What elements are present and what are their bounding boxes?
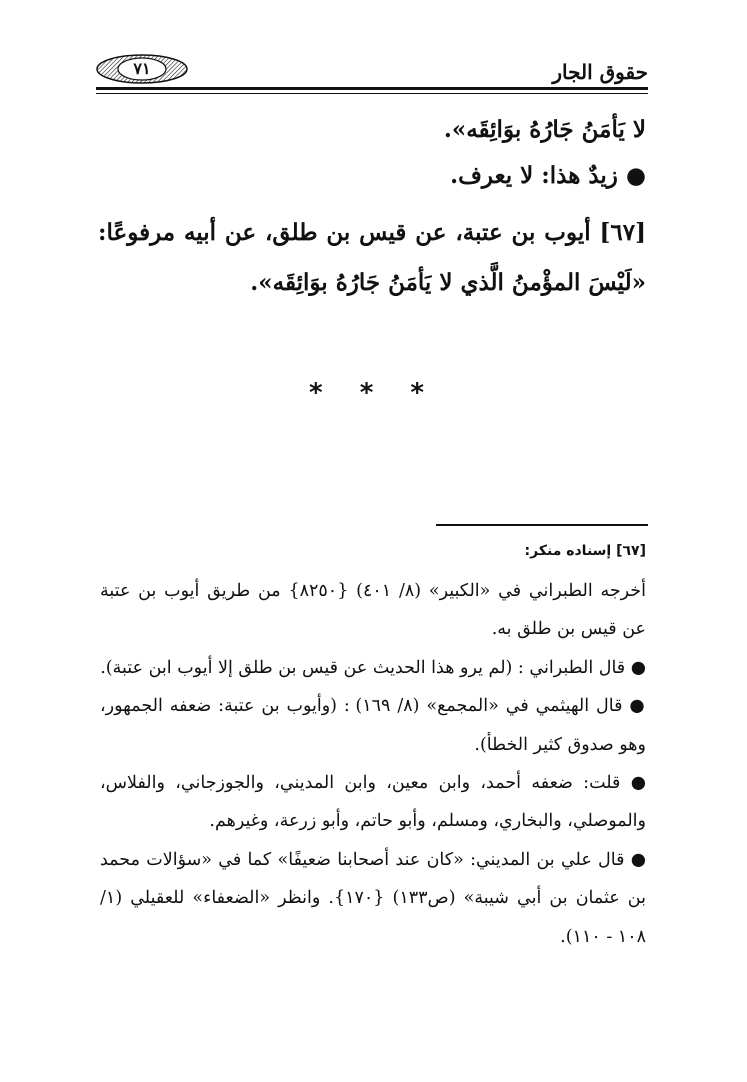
footnote-paragraph: ● قلت: ضعفه أحمد، وابن معين، وابن المديني، والجوزجاني، والفلاس، والموصلي، والبخاري، ومسلم، وأبو حاتم، وأبو زرعة، وغيرهم. xyxy=(100,773,646,832)
footnote-divider xyxy=(436,524,648,526)
header-rule-thin xyxy=(96,93,648,94)
footnote-heading: [٦٧] إسناده منكر: xyxy=(524,543,646,559)
header-rule xyxy=(96,87,648,90)
hadith-67: [٦٧] أيوب بن عتبة، عن قيس بن طلق، عن أبيه مرفوعًا: «لَيْسَ المؤْمنُ الَّذي لا يَأمَنُ جَارُهُ بوَائِقَه». xyxy=(98,219,646,296)
footnote-body xyxy=(100,572,646,956)
chapter-title: حقوق الجار xyxy=(552,60,648,84)
section-separator: * * * xyxy=(309,378,438,408)
running-header xyxy=(96,52,648,96)
footnote-paragraph: أخرجه الطبراني في «الكبير» (٨/ ٤٠١) {٨٢٥٠} من طريق أيوب بن عتبة عن قيس بن طلق به. xyxy=(100,581,646,640)
page-number: ٧١ xyxy=(133,59,151,78)
narrator-note: ● زيدٌ هذا: لا يعرف. xyxy=(450,162,646,189)
footnote-paragraph: ● قال الطبراني : (لم يرو هذا الحديث عن قيس بن طلق إلا أيوب ابن عتبة). xyxy=(100,657,646,678)
footnote-paragraph: ● قال علي بن المديني: «كان عند أصحابنا ضعيفًا» كما في «سؤالات محمد بن عثمان بن أبي شيبة» (ص١٣٣) {١٧٠}. وانظر «الضعفاء» للعقيلي (١/ ١٠٨ - ١١٠). xyxy=(100,849,646,947)
footnote-paragraph: ● قال الهيثمي في «المجمع» (٨/ ١٦٩) : (وأيوب بن عتبة: ضعفه الجمهور، وهو صدوق كثير الخطأ). xyxy=(100,696,646,755)
hadith-continuation: لا يَأمَنُ جَارُهُ بوَائِقَه». xyxy=(443,116,646,143)
